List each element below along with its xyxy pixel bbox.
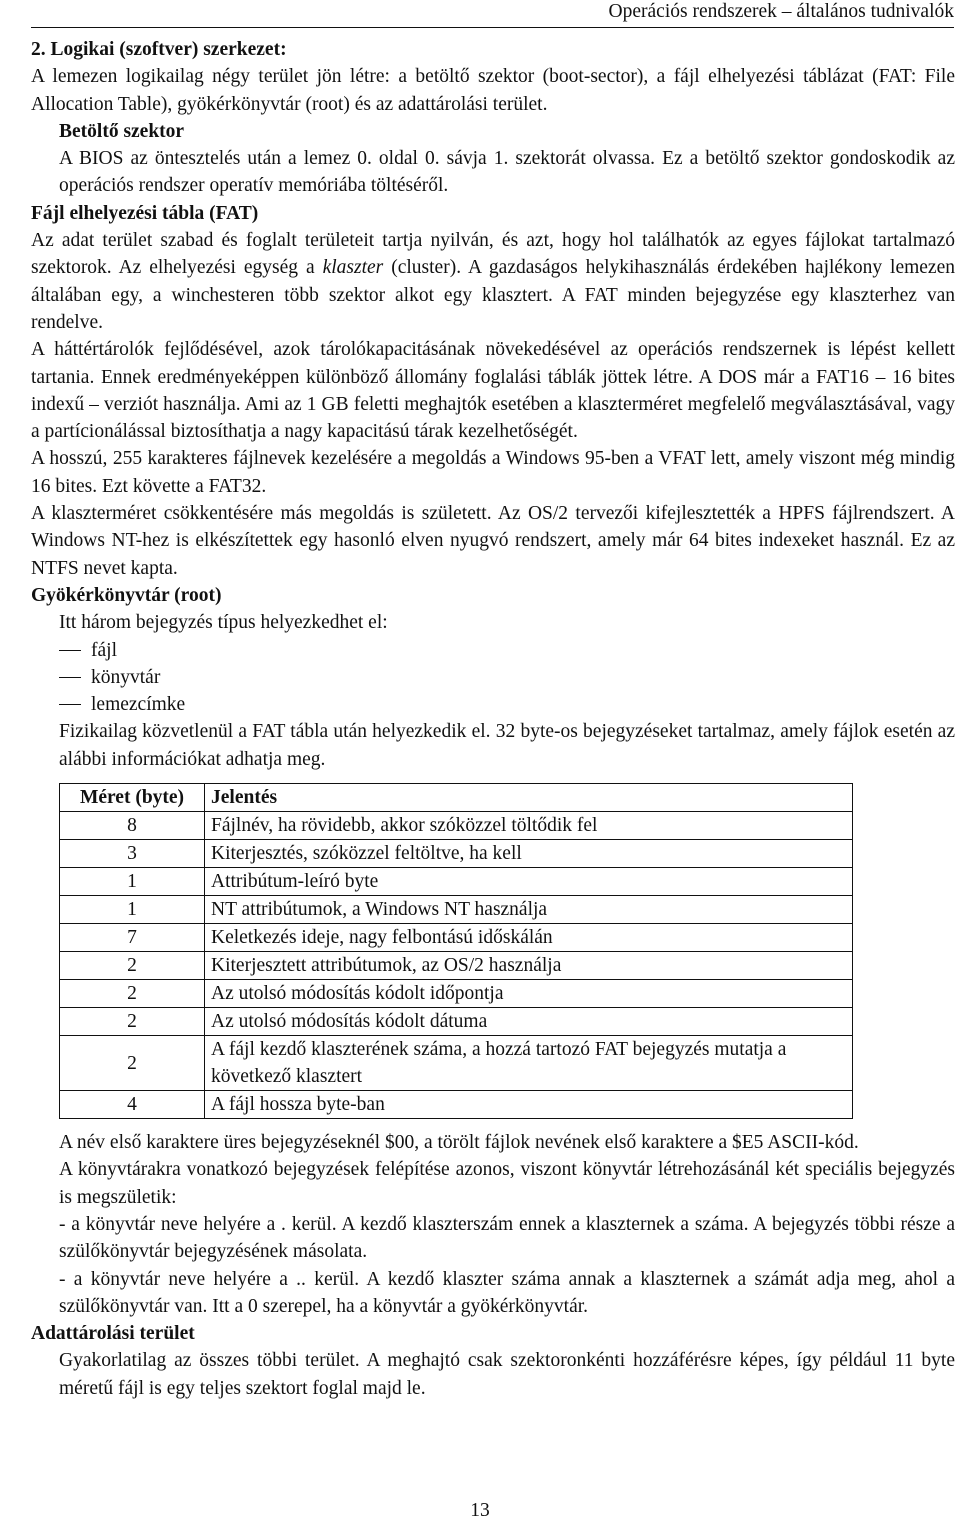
section-intro: A lemezen logikailag négy terület jön létre: a betöltő szektor (boot-sector), a fájl elhelyezési táblázat (FAT: File Allocation Table), gyökérkönyvtár (root) és az adattárolási terület. (31, 66, 955, 115)
cell-meaning: A fájl hossza byte-ban (205, 1091, 853, 1119)
cell-meaning: NT attribútumok, a Windows NT használja (205, 896, 853, 924)
table-row (60, 868, 853, 896)
column-header-size: Méret (byte) (60, 784, 205, 812)
table-row (60, 952, 853, 980)
root-after-list: Fizikailag közvetlenül a FAT tábla után helyezkedik el. 32 byte-os bejegyzéseket tartalmaz, amely fájlok esetén az alábbi információkat adhatja meg. (59, 721, 955, 770)
table-row (60, 1036, 853, 1091)
list-item-label: fájl (91, 639, 117, 661)
cell-size: 8 (60, 812, 205, 840)
data-area-heading: Adattárolási terület (31, 1323, 195, 1345)
dotdot-entry-note: - a könyvtár neve helyére a .. kerül. A kezdő klaszter száma annak a klaszternek a számát adja meg, ahol a szülőkönyvtár van. Itt a 0 szerepel, ha a könyvtár a gyökérkönyvtár. (59, 1268, 955, 1317)
cell-size: 2 (60, 952, 205, 980)
running-header: Operációs rendszerek – általános tudnivalók (608, 1, 954, 22)
cell-size: 1 (60, 896, 205, 924)
section-heading: 2. Logikai (szoftver) szerkezet: (31, 39, 287, 60)
cell-meaning: Attribútum-leíró byte (205, 868, 853, 896)
fat-p1-start: Az adat terület szabad és foglalt területeit tartja nyilván, és azt, hogy hol találhatók az egyes fájlokat tartalmazó szektorok. Az elhelyezési egység a (31, 230, 955, 279)
boot-sector-text: A BIOS az öntesztelés után a lemez 0. oldal 0. sávja 1. szektorát olvassa. Ez a betöltő szektor gondoskodik az operációs rendszer operatív memóriába töltéséről. (59, 148, 955, 197)
header-rule (31, 27, 954, 28)
cell-size: 2 (60, 1036, 205, 1091)
root-intro: Itt három bejegyzés típus helyezkedhet el: (59, 612, 388, 634)
dash-bullet (59, 704, 81, 705)
list-item (59, 637, 960, 664)
cell-meaning: Az utolsó módosítás kódolt dátuma (205, 1008, 853, 1036)
fat-p1-term: klaszter (322, 257, 384, 279)
fat-paragraph-1 (31, 227, 955, 336)
cell-size: 4 (60, 1091, 205, 1119)
dot-entry-note: - a könyvtár neve helyére a . kerül. A kezdő klaszterszám ennek a klaszternek a száma. A bejegyzés többi része a szülőkönyvtár bejegyzésének másolata. (59, 1213, 955, 1263)
fat-paragraph-4: A klaszterméret csökkentésére más megoldás is született. Az OS/2 tervezői kifejlesztették a HPFS fájlrendszert. A Windows NT-hez is elkészítettek egy hasonló elven nyugvó rendszert, amely már 64 bites indexeket használ. Ez az NTFS nevet kapta. (31, 503, 955, 579)
cell-size: 1 (60, 868, 205, 896)
table-row (60, 896, 853, 924)
fat-p1-end: (cluster). A gazdaságos helykihasználás érdekében hajlékony lemezen általában egy, a winchesteren több szektor alkot egy klasztert. A FAT minden bejegyzése egy klaszterhez van rendelve. (31, 257, 955, 333)
page-number: 13 (470, 1500, 490, 1521)
dash-bullet (59, 650, 81, 651)
list-item-label: könyvtár (91, 666, 161, 688)
table-row (60, 980, 853, 1008)
boot-sector-heading: Betöltő szektor (59, 120, 185, 142)
table-row (60, 1008, 853, 1036)
dash-bullet (59, 677, 81, 678)
cell-size: 7 (60, 924, 205, 952)
root-heading: Gyökérkönyvtár (root) (31, 584, 222, 606)
data-area-text: Gyakorlatilag az összes többi terület. A meghajtó csak szektoronkénti hozzáférésre képes, így például 11 byte méretű fájl is egy teljes szektort foglal majd le. (59, 1350, 955, 1399)
page-content (0, 36, 960, 1402)
fat-paragraph-3: A hosszú, 255 karakteres fájlnevek kezelésére a megoldás a Windows 95-ben a VFAT lett, amely viszont még mindig 16 bites. Ezt követte a FAT32. (31, 448, 955, 497)
table-row (60, 924, 853, 952)
directory-entry-table (59, 783, 853, 1119)
table-row (60, 840, 853, 868)
empty-deleted-entry-note: A név első karaktere üres bejegyzéseknél $00, a törölt fájlok nevének első karaktere a $E5 ASCII-kód. (59, 1132, 859, 1154)
cell-meaning: A fájl kezdő klaszterének száma, a hozzá tartozó FAT bejegyzés mutatja a következő klasztert (205, 1036, 853, 1091)
table-row (60, 1091, 853, 1119)
list-item (59, 664, 960, 691)
cell-meaning: Keletkezés ideje, nagy felbontású időskálán (205, 924, 853, 952)
cell-meaning: Kiterjesztett attribútumok, az OS/2 használja (205, 952, 853, 980)
cell-meaning: Az utolsó módosítás kódolt időpontja (205, 980, 853, 1008)
fat-paragraph-2: A háttértárolók fejlődésével, azok tárolókapacitásának növekedésével az operációs rendszernek is lépést kellett tartania. Ennek eredményeképpen különböző állomány foglalási táblák jöttek létre. A DOS már a FAT16 – 16 bites indexű – verziót használja. Ami az 1 GB feletti meghajtók esetében a klaszterméret megfelelő megválasztásával, vagy a partícionálással biztosíthatja a nagy kapacitású tárak kezelhetőségét. (31, 339, 955, 443)
list-item-label: lemezcímke (91, 694, 186, 716)
cell-size: 3 (60, 840, 205, 868)
cell-meaning: Fájlnév, ha rövidebb, akkor szóközzel töltődik fel (205, 812, 853, 840)
fat-heading: Fájl elhelyezési tábla (FAT) (31, 202, 259, 224)
column-header-meaning: Jelentés (205, 784, 853, 812)
table-row (60, 812, 853, 840)
cell-size: 2 (60, 980, 205, 1008)
cell-meaning: Kiterjesztés, szóközzel feltöltve, ha kell (205, 840, 853, 868)
list-item (59, 691, 960, 718)
table-header-row (60, 784, 853, 812)
cell-size: 2 (60, 1008, 205, 1036)
directory-entries-note: A könyvtárakra vonatkozó bejegyzések felépítése azonos, viszont könyvtár létrehozásánál két speciális bejegyzés is megszületik: (59, 1159, 955, 1208)
